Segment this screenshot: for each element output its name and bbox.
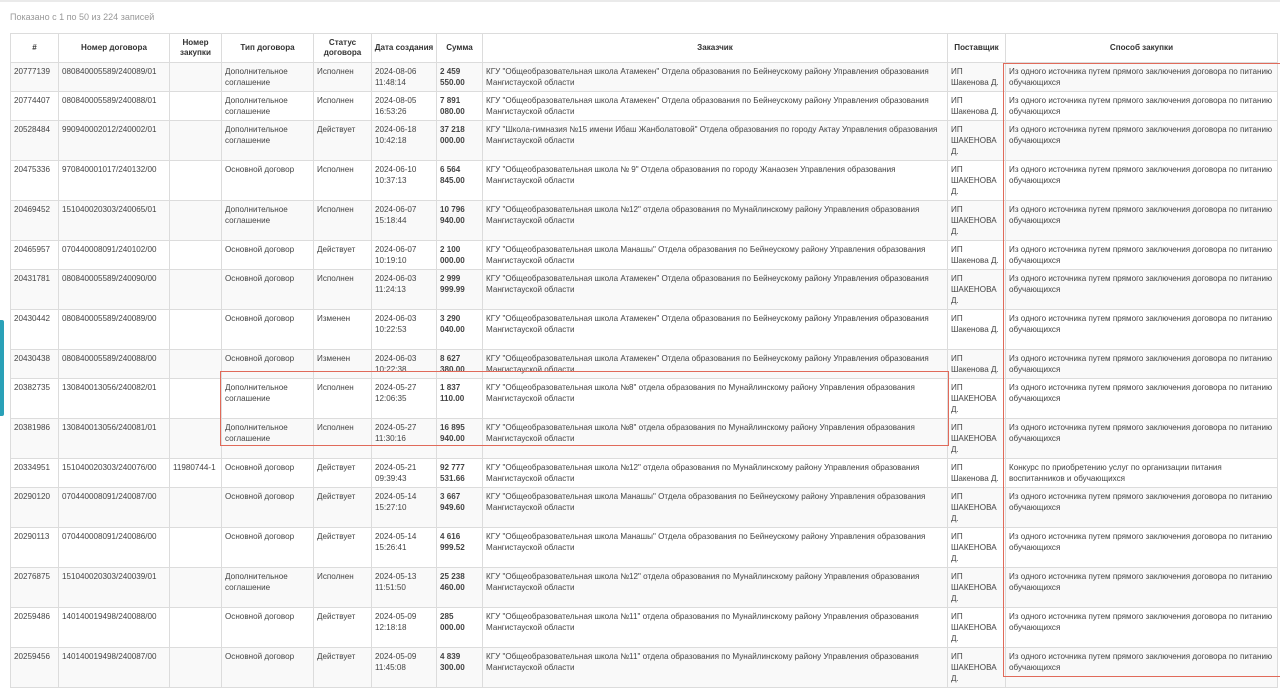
customer: КГУ "Общеобразовательная школа Манашы" Отдела образования по Бейнеускому району Управления образования Мангистауской области <box>483 241 948 270</box>
customer: КГУ "Общеобразовательная школа № 9" Отдела образования по городу Жанаозен Управления образования Мангистауской области <box>483 161 948 201</box>
purchase-method: Из одного источника путем прямого заключения договора по питанию обучающихся <box>1006 648 1278 688</box>
col-header-contract-type[interactable]: Тип договора <box>222 34 314 63</box>
contract-number-link[interactable]: 130840013056/240081/01 <box>59 419 170 459</box>
contract-type: Основной договор <box>222 608 314 648</box>
table-row[interactable] <box>11 379 1278 419</box>
contract-number-link[interactable]: 070440008091/240087/00 <box>59 488 170 528</box>
amount: 3 667 949.60 <box>437 488 483 528</box>
purchase-method: Из одного источника путем прямого заключения договора по питанию обучающихся <box>1006 201 1278 241</box>
created-date: 2024-06-03 10:22:53 <box>372 310 437 350</box>
supplier: ИП Шакенова Д. <box>948 63 1006 92</box>
amount: 92 777 531.66 <box>437 459 483 488</box>
supplier: ИП ШАКЕНОВА Д. <box>948 419 1006 459</box>
purchase-number <box>170 121 222 161</box>
amount: 4 616 999.52 <box>437 528 483 568</box>
contract-status: Исполнен <box>314 201 372 241</box>
purchase-method: Из одного источника путем прямого заключения договора по питанию обучающихся <box>1006 63 1278 92</box>
supplier: ИП Шакенова Д. <box>948 459 1006 488</box>
col-header-contract-no[interactable]: Номер договора <box>59 34 170 63</box>
created-date: 2024-05-27 12:06:35 <box>372 379 437 419</box>
supplier: ИП ШАКЕНОВА Д. <box>948 379 1006 419</box>
amount: 10 796 940.00 <box>437 201 483 241</box>
table-row[interactable] <box>11 568 1278 608</box>
contract-status: Действует <box>314 528 372 568</box>
contract-type: Дополнительное соглашение <box>222 379 314 419</box>
col-header-contract-status[interactable]: Статус договора <box>314 34 372 63</box>
purchase-method: Из одного источника путем прямого заключения договора по питанию обучающихся <box>1006 121 1278 161</box>
contract-number-link[interactable]: 070440008091/240086/00 <box>59 528 170 568</box>
amount: 2 459 550.00 <box>437 63 483 92</box>
contract-type: Основной договор <box>222 270 314 310</box>
purchase-number <box>170 92 222 121</box>
table-header-row <box>11 34 1278 63</box>
purchase-method: Из одного источника путем прямого заключения договора по питанию обучающихся <box>1006 270 1278 310</box>
customer: КГУ "Общеобразовательная школа №12" отдела образования по Мунайлинскому району Управления образования Мангистауской области <box>483 201 948 241</box>
contract-status: Исполнен <box>314 379 372 419</box>
supplier: ИП ШАКЕНОВА Д. <box>948 488 1006 528</box>
contract-number-link[interactable]: 151040020303/240039/01 <box>59 568 170 608</box>
table-row[interactable] <box>11 419 1278 459</box>
amount: 16 895 940.00 <box>437 419 483 459</box>
row-id: 20430442 <box>11 310 59 350</box>
contract-status: Исполнен <box>314 161 372 201</box>
contract-number-link[interactable]: 070440008091/240102/00 <box>59 241 170 270</box>
amount: 37 218 000.00 <box>437 121 483 161</box>
purchase-method: Из одного источника путем прямого заключения договора по питанию обучающихся <box>1006 419 1278 459</box>
amount: 2 100 000.00 <box>437 241 483 270</box>
amount: 8 627 380.00 <box>437 350 483 379</box>
created-date: 2024-06-07 10:19:10 <box>372 241 437 270</box>
supplier: ИП Шакенова Д. <box>948 241 1006 270</box>
amount: 3 290 040.00 <box>437 310 483 350</box>
contract-type: Основной договор <box>222 459 314 488</box>
contract-number-link[interactable]: 080840005589/240089/01 <box>59 63 170 92</box>
contract-number-link[interactable]: 080840005589/240088/01 <box>59 92 170 121</box>
col-header-created-date[interactable]: Дата создания <box>372 34 437 63</box>
contract-type: Основной договор <box>222 648 314 688</box>
row-id: 20382735 <box>11 379 59 419</box>
contract-number-link[interactable]: 080840005589/240090/00 <box>59 270 170 310</box>
created-date: 2024-05-21 09:39:43 <box>372 459 437 488</box>
amount: 6 564 845.00 <box>437 161 483 201</box>
table-row[interactable] <box>11 310 1278 350</box>
contract-type: Основной договор <box>222 161 314 201</box>
table-row[interactable] <box>11 63 1278 92</box>
table-row[interactable] <box>11 459 1278 488</box>
table-row[interactable] <box>11 201 1278 241</box>
created-date: 2024-05-09 12:18:18 <box>372 608 437 648</box>
contract-status: Изменен <box>314 310 372 350</box>
purchase-number <box>170 310 222 350</box>
row-id: 20777139 <box>11 63 59 92</box>
table-row[interactable] <box>11 121 1278 161</box>
contract-type: Дополнительное соглашение <box>222 63 314 92</box>
created-date: 2024-06-03 10:22:38 <box>372 350 437 379</box>
created-date: 2024-08-06 11:48:14 <box>372 63 437 92</box>
purchase-method: Из одного источника путем прямого заключения договора по питанию обучающихся <box>1006 92 1278 121</box>
customer: КГУ "Общеобразовательная школа №12" отдела образования по Мунайлинскому району Управления образования Мангистауской области <box>483 568 948 608</box>
purchase-number <box>170 608 222 648</box>
purchase-number: 11980744-1 <box>170 459 222 488</box>
contract-status: Исполнен <box>314 270 372 310</box>
created-date: 2024-05-27 11:30:16 <box>372 419 437 459</box>
table-row[interactable] <box>11 648 1278 688</box>
created-date: 2024-05-13 11:51:50 <box>372 568 437 608</box>
contract-type: Дополнительное соглашение <box>222 419 314 459</box>
purchase-number <box>170 568 222 608</box>
customer: КГУ "Общеобразовательная школа Манашы" Отдела образования по Бейнеускому району Управления образования Мангистауской области <box>483 528 948 568</box>
customer: КГУ "Общеобразовательная школа Атамекен" Отдела образования по Бейнеускому району Управления образования Мангистауской области <box>483 63 948 92</box>
contract-status: Действует <box>314 459 372 488</box>
purchase-number <box>170 379 222 419</box>
purchase-method: Конкурс по приобретению услуг по организации питания воспитанников и обучающихся <box>1006 459 1278 488</box>
purchase-number <box>170 241 222 270</box>
contract-type: Основной договор <box>222 310 314 350</box>
purchase-method: Из одного источника путем прямого заключения договора по питанию обучающихся <box>1006 379 1278 419</box>
table-row[interactable] <box>11 241 1278 270</box>
amount: 1 837 110.00 <box>437 379 483 419</box>
contract-type: Дополнительное соглашение <box>222 92 314 121</box>
amount: 285 000.00 <box>437 608 483 648</box>
top-divider <box>0 0 1280 2</box>
row-id: 20259456 <box>11 648 59 688</box>
purchase-number <box>170 161 222 201</box>
supplier: ИП Шакенова Д. <box>948 350 1006 379</box>
supplier: ИП Шакенова Д. <box>948 310 1006 350</box>
customer: КГУ "Общеобразовательная школа Манашы" Отдела образования по Бейнеускому району Управления образования Мангистауской области <box>483 488 948 528</box>
customer: КГУ "Общеобразовательная школа №8" отдела образования по Мунайлинскому району Управления образования Мангистауской области <box>483 419 948 459</box>
purchase-method: Из одного источника путем прямого заключения договора по питанию обучающихся <box>1006 488 1278 528</box>
created-date: 2024-06-18 10:42:18 <box>372 121 437 161</box>
contract-number-link[interactable]: 151040020303/240076/00 <box>59 459 170 488</box>
purchase-method: Из одного источника путем прямого заключения договора по питанию обучающихся <box>1006 350 1278 379</box>
created-date: 2024-08-05 16:53:26 <box>372 92 437 121</box>
contract-status: Изменен <box>314 350 372 379</box>
purchase-number <box>170 201 222 241</box>
side-panel-tab[interactable] <box>0 320 4 416</box>
contract-status: Действует <box>314 608 372 648</box>
customer: КГУ "Общеобразовательная школа №12" отдела образования по Мунайлинскому району Управления образования Мангистауской области <box>483 459 948 488</box>
contract-type: Основной договор <box>222 528 314 568</box>
amount: 4 839 300.00 <box>437 648 483 688</box>
table-row[interactable] <box>11 161 1278 201</box>
contract-status: Исполнен <box>314 63 372 92</box>
row-id: 20774407 <box>11 92 59 121</box>
row-id: 20469452 <box>11 201 59 241</box>
supplier: ИП ШАКЕНОВА Д. <box>948 568 1006 608</box>
purchase-number <box>170 419 222 459</box>
purchase-method: Из одного источника путем прямого заключения договора по питанию обучающихся <box>1006 241 1278 270</box>
contract-status: Действует <box>314 241 372 270</box>
supplier: ИП ШАКЕНОВА Д. <box>948 270 1006 310</box>
contract-number-link[interactable]: 140140019498/240088/00 <box>59 608 170 648</box>
purchase-method: Из одного источника путем прямого заключения договора по питанию обучающихся <box>1006 528 1278 568</box>
contracts-table <box>10 33 1278 688</box>
row-id: 20475336 <box>11 161 59 201</box>
table-row[interactable] <box>11 350 1278 379</box>
contract-status: Действует <box>314 488 372 528</box>
customer: КГУ "Общеобразовательная школа №8" отдела образования по Мунайлинскому району Управления образования Мангистауской области <box>483 379 948 419</box>
col-header-customer[interactable]: Заказчик <box>483 34 948 63</box>
customer: КГУ "Общеобразовательная школа Атамекен" Отдела образования по Бейнеускому району Управления образования Мангистауской области <box>483 92 948 121</box>
purchase-number <box>170 63 222 92</box>
contract-type: Основной договор <box>222 241 314 270</box>
contract-number-link[interactable]: 140140019498/240087/00 <box>59 648 170 688</box>
contract-status: Исполнен <box>314 419 372 459</box>
created-date: 2024-05-09 11:45:08 <box>372 648 437 688</box>
created-date: 2024-06-10 10:37:13 <box>372 161 437 201</box>
purchase-number <box>170 648 222 688</box>
row-id: 20334951 <box>11 459 59 488</box>
purchase-method: Из одного источника путем прямого заключения договора по питанию обучающихся <box>1006 568 1278 608</box>
row-id: 20528484 <box>11 121 59 161</box>
contract-status: Исполнен <box>314 92 372 121</box>
table-row[interactable] <box>11 488 1278 528</box>
contract-number-link[interactable]: 970840001017/240132/00 <box>59 161 170 201</box>
purchase-number <box>170 488 222 528</box>
customer: КГУ "Общеобразовательная школа Атамекен" Отдела образования по Бейнеускому району Управления образования Мангистауской области <box>483 310 948 350</box>
customer: КГУ "Общеобразовательная школа Атамекен" Отдела образования по Бейнеускому району Управления образования Мангистауской области <box>483 350 948 379</box>
table-row[interactable] <box>11 270 1278 310</box>
created-date: 2024-05-14 15:27:10 <box>372 488 437 528</box>
purchase-method: Из одного источника путем прямого заключения договора по питанию обучающихся <box>1006 310 1278 350</box>
supplier: ИП ШАКЕНОВА Д. <box>948 528 1006 568</box>
contract-number-link[interactable]: 151040020303/240065/01 <box>59 201 170 241</box>
contract-status: Действует <box>314 648 372 688</box>
created-date: 2024-06-03 11:24:13 <box>372 270 437 310</box>
contract-status: Действует <box>314 121 372 161</box>
purchase-number <box>170 350 222 379</box>
col-header-id[interactable]: # <box>11 34 59 63</box>
supplier: ИП ШАКЕНОВА Д. <box>948 201 1006 241</box>
row-id: 20381986 <box>11 419 59 459</box>
contract-type: Дополнительное соглашение <box>222 568 314 608</box>
contract-type: Основной договор <box>222 488 314 528</box>
contract-number-link[interactable]: 080840005589/240088/00 <box>59 350 170 379</box>
supplier: ИП ШАКЕНОВА Д. <box>948 608 1006 648</box>
contract-number-link[interactable]: 130840013056/240082/01 <box>59 379 170 419</box>
col-header-purchase-no[interactable]: Номер закупки <box>170 34 222 63</box>
created-date: 2024-05-14 15:26:41 <box>372 528 437 568</box>
created-date: 2024-06-07 15:18:44 <box>372 201 437 241</box>
row-id: 20276875 <box>11 568 59 608</box>
amount: 7 891 080.00 <box>437 92 483 121</box>
supplier: ИП ШАКЕНОВА Д. <box>948 121 1006 161</box>
purchase-number <box>170 528 222 568</box>
col-header-supplier[interactable]: Поставщик <box>948 34 1006 63</box>
col-header-amount[interactable]: Сумма <box>437 34 483 63</box>
row-id: 20465957 <box>11 241 59 270</box>
customer: КГУ "Общеобразовательная школа Атамекен" Отдела образования по Бейнеускому району Управления образования Мангистауской области <box>483 270 948 310</box>
row-id: 20430438 <box>11 350 59 379</box>
supplier: ИП ШАКЕНОВА Д. <box>948 648 1006 688</box>
contract-type: Дополнительное соглашение <box>222 201 314 241</box>
purchase-number <box>170 270 222 310</box>
purchase-method: Из одного источника путем прямого заключения договора по питанию обучающихся <box>1006 161 1278 201</box>
table-row[interactable] <box>11 608 1278 648</box>
supplier: ИП Шакенова Д. <box>948 92 1006 121</box>
amount: 2 999 999.99 <box>437 270 483 310</box>
table-row[interactable] <box>11 92 1278 121</box>
customer: КГУ "Общеобразовательная школа №11" отдела образования по Мунайлинскому району Управления образования Мангистауской области <box>483 608 948 648</box>
purchase-method: Из одного источника путем прямого заключения договора по питанию обучающихся <box>1006 608 1278 648</box>
row-id: 20431781 <box>11 270 59 310</box>
contract-type: Основной договор <box>222 350 314 379</box>
customer: КГУ "Школа-гимназия №15 имени Ибаш Жанболатовой" Отдела образования по городу Актау Управления образования Мангистауской области <box>483 121 948 161</box>
table-row[interactable] <box>11 528 1278 568</box>
col-header-purchase-method[interactable]: Способ закупки <box>1006 34 1278 63</box>
contract-status: Исполнен <box>314 568 372 608</box>
contract-number-link[interactable]: 990940002012/240002/01 <box>59 121 170 161</box>
supplier: ИП ШАКЕНОВА Д. <box>948 161 1006 201</box>
contract-number-link[interactable]: 080840005589/240089/00 <box>59 310 170 350</box>
records-info: Показано с 1 по 50 из 224 записей <box>10 12 155 22</box>
contract-type: Дополнительное соглашение <box>222 121 314 161</box>
row-id: 20290120 <box>11 488 59 528</box>
row-id: 20259486 <box>11 608 59 648</box>
customer: КГУ "Общеобразовательная школа №11" отдела образования по Мунайлинскому району Управления образования Мангистауской области <box>483 648 948 688</box>
amount: 25 238 460.00 <box>437 568 483 608</box>
row-id: 20290113 <box>11 528 59 568</box>
